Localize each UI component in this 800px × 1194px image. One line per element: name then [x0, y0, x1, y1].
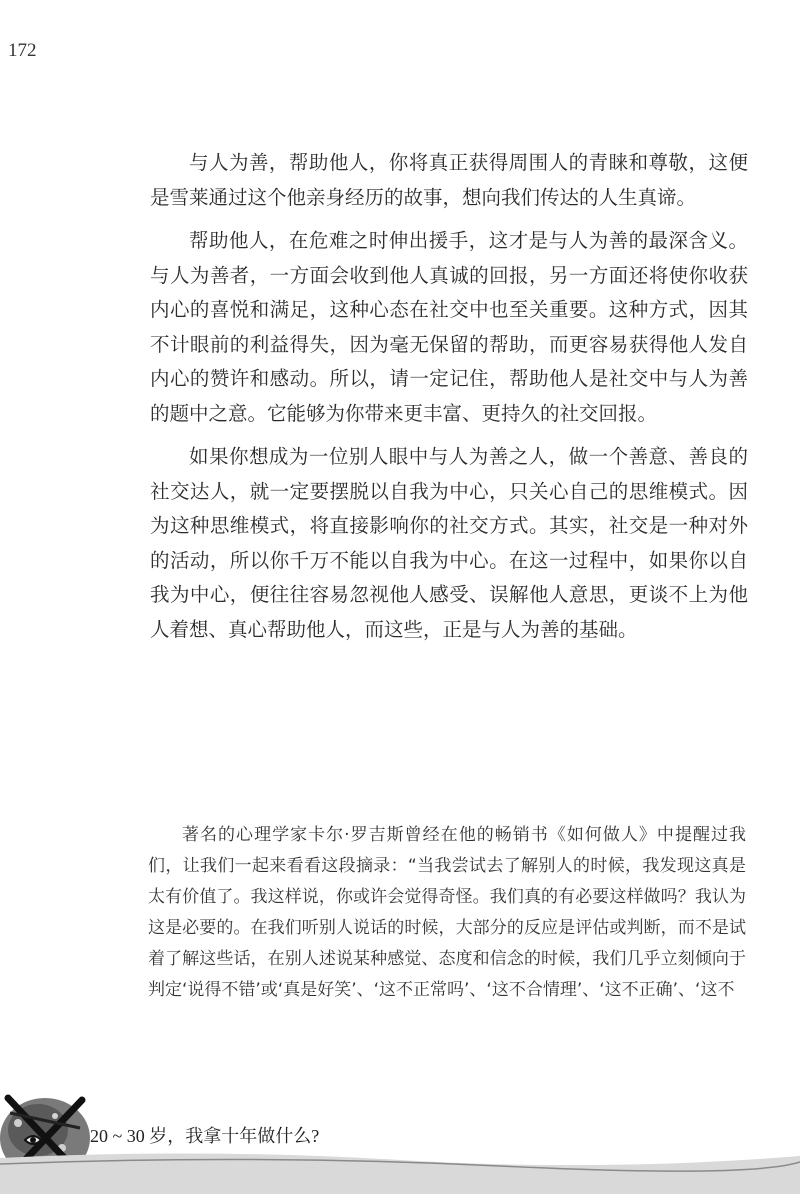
body-paragraph-1: 与人为善，帮助他人，你将真正获得周围人的青睐和尊敬，这便是雪莱通过这个他亲身经历的故事，想向我们传达的人生真谛。 — [150, 151, 748, 209]
main-text-block — [150, 146, 748, 656]
page-number: 172 — [8, 40, 37, 61]
body-paragraph-2: 帮助他人，在危难之时伸出援手，这才是与人为善的最深含义。与人为善者，一方面会收到他人真诚的回报，另一方面还将使你收获内心的喜悦和满足，这种心态在社交中也至关重要。这种方式，因其不计眼前的利益得失，因为毫无保留的帮助，而更容易获得他人发自内心的赞许和感动。所以，请一定记住，帮助他人是社交中与人为善的题中之意。它能够为你带来更丰富、更持久的社交回报。 — [150, 229, 748, 425]
footer-book-title: 20 ~ 30 岁，我拿十年做什么? — [90, 1126, 320, 1146]
footer-band — [0, 1150, 800, 1194]
quote-block — [148, 820, 746, 1006]
quote-paragraph: 著名的心理学家卡尔·罗吉斯曾经在他的畅销书《如何做人》中提醒过我们，让我们一起来看看这段摘录：“当我尝试去了解别人的时候，我发现这真是太有价值了。我这样说，你或许会觉得奇怪。我们真的有必要这样做吗？我认为这是必要的。在我们听别人说话的时候，大部分的反应是评估或判断，而不是试着了解这些话，在别人述说某种感觉、态度和信念的时候，我们几乎立刻倾向于判定‘说得不错’或‘真是好笑’、‘这不正常吗’、‘这不合情理’、‘这不正确’、‘这不 — [148, 825, 746, 1000]
body-paragraph-3: 如果你想成为一位别人眼中与人为善之人，做一个善意、善良的社交达人，就一定要摆脱以自我为中心，只关心自己的思维模式。因为这种思维模式，将直接影响你的社交方式。其实，社交是一种对外的活动，所以你千万不能以自我为中心。在这一过程中，如果你以自我为中心，便往往容易忽视他人感受、误解他人意思，更谈不上为他人着想、真心帮助他人，而这些，正是与人为善的基础。 — [150, 445, 748, 641]
